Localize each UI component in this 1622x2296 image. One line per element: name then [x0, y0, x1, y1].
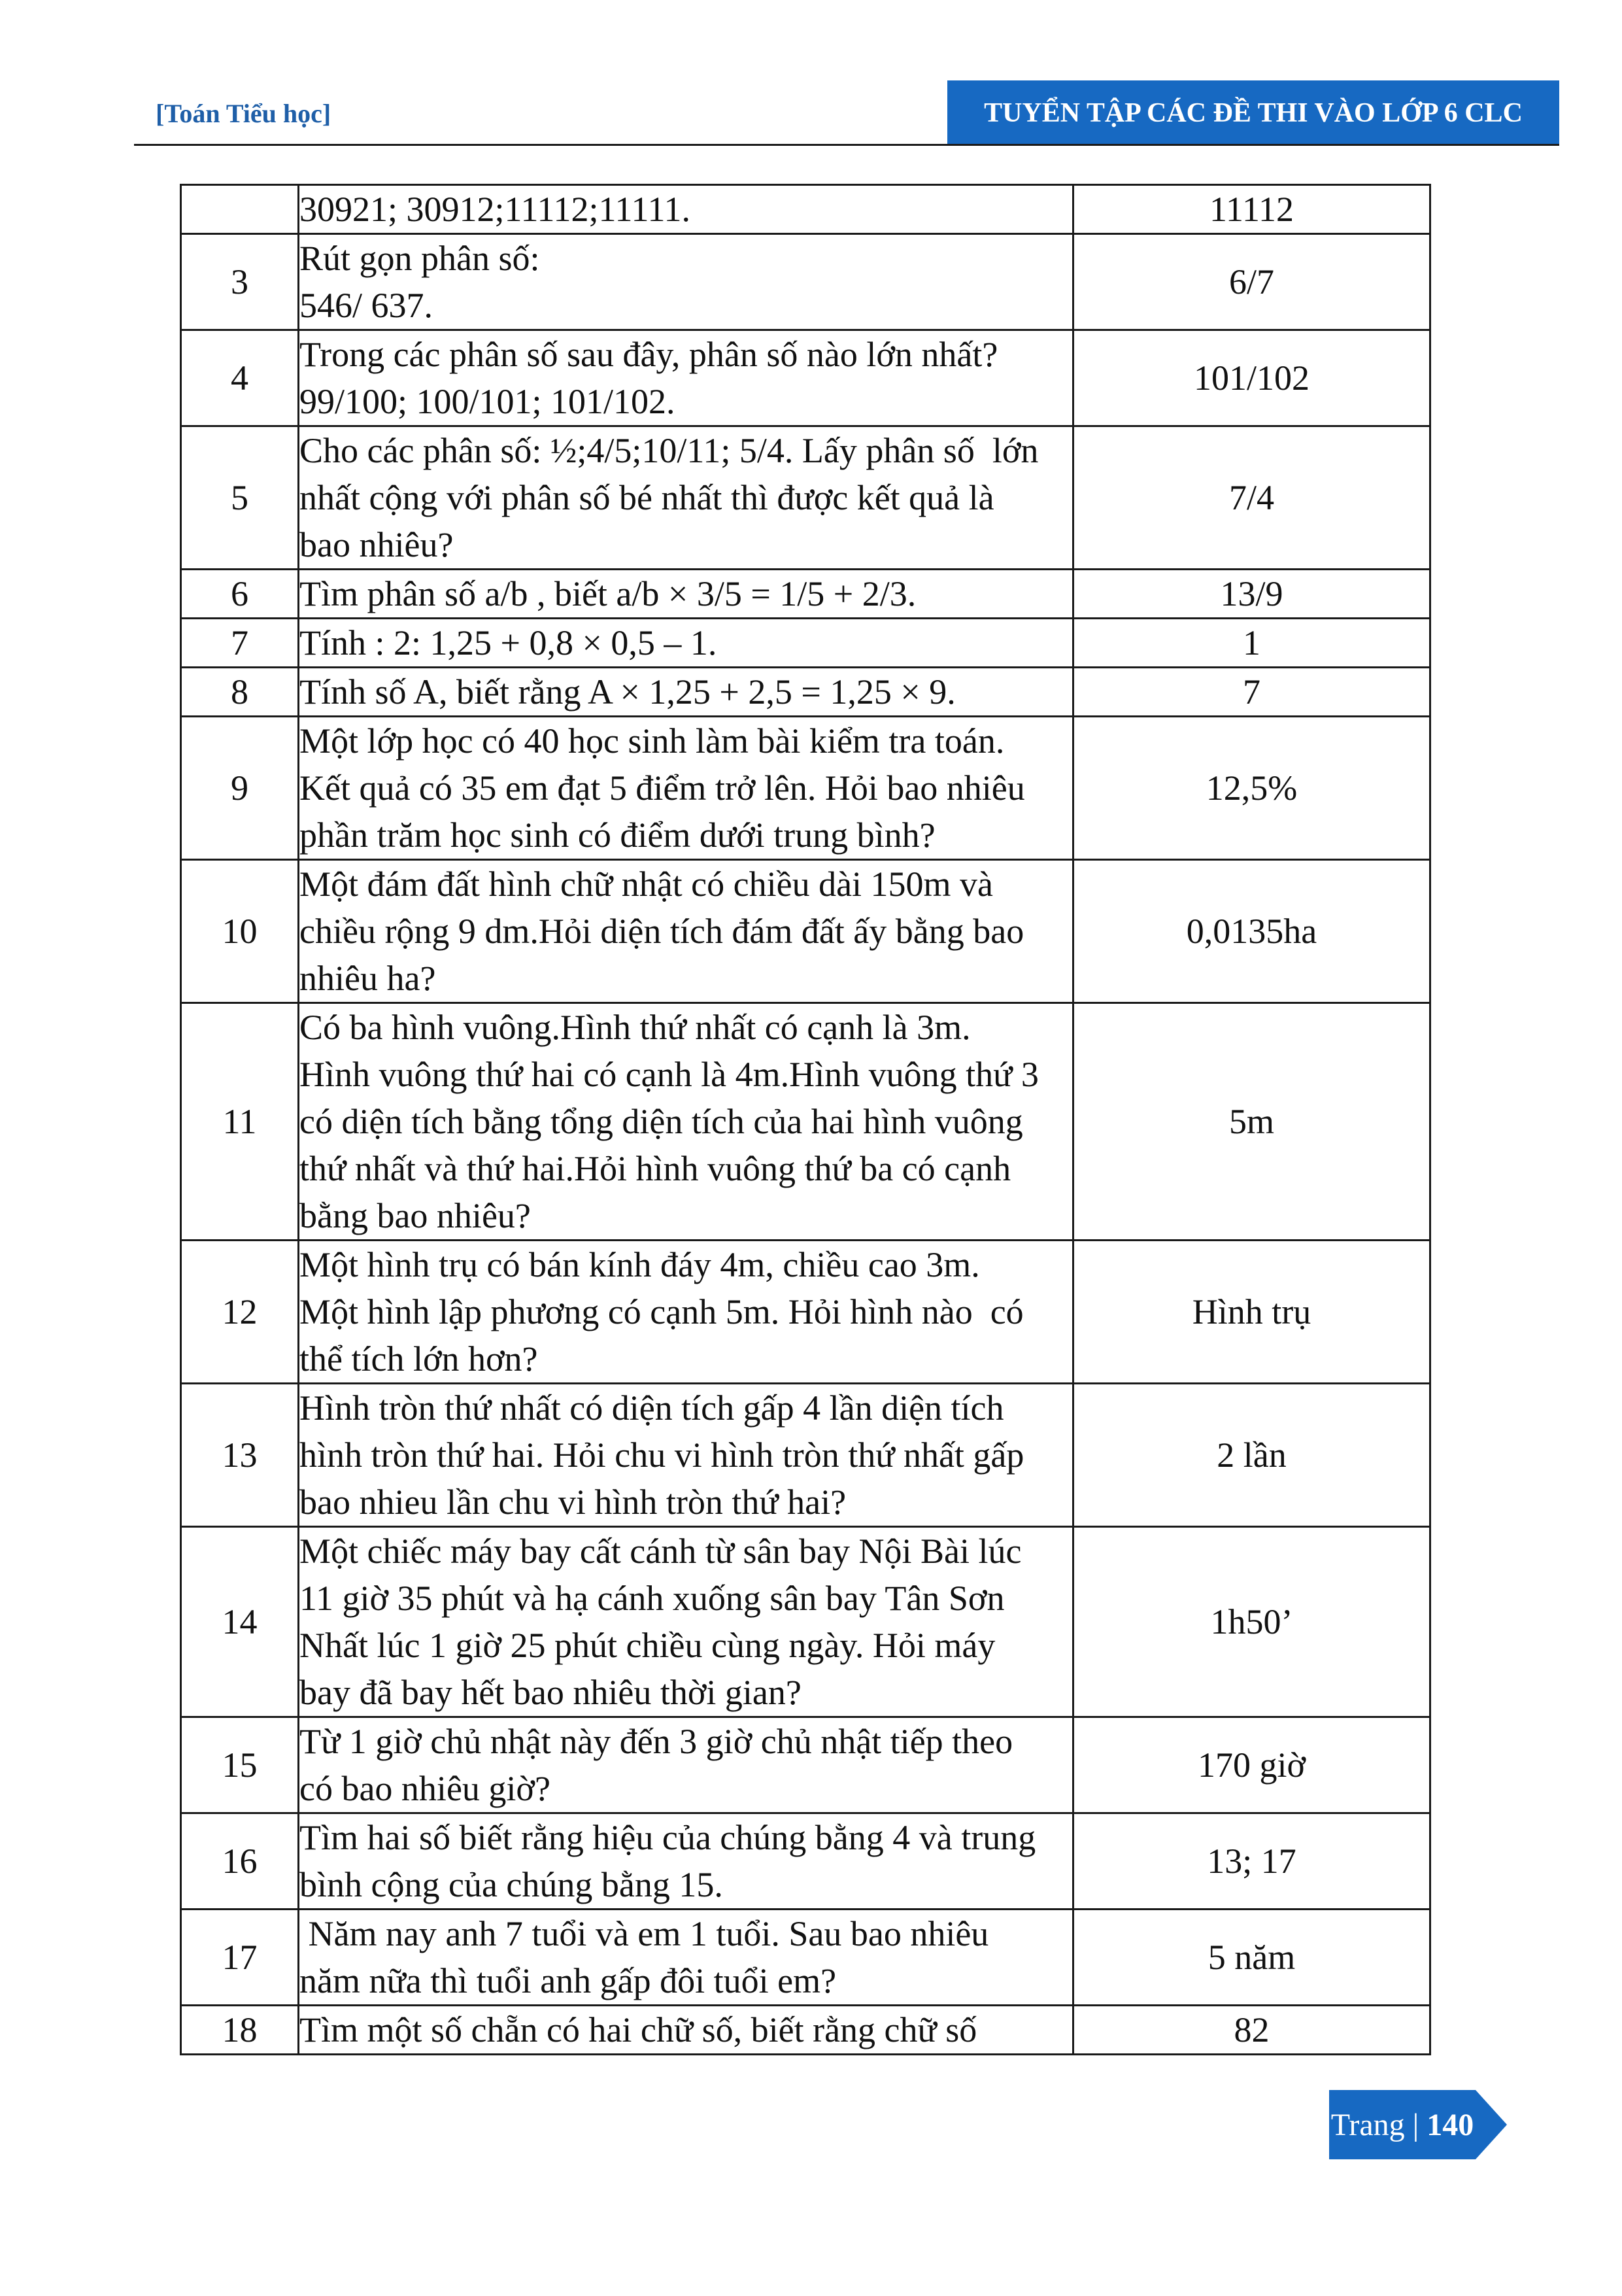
- question-line: Nhất lúc 1 giờ 25 phút chiều cùng ngày. Hỏi máy: [299, 1626, 996, 1665]
- table-row: [181, 1384, 1430, 1527]
- question-line: có diện tích bằng tổng diện tích của hai hình vuông: [299, 1102, 1023, 1141]
- table-row: [181, 1813, 1430, 1910]
- answer-value: 170 giờ: [1073, 1717, 1430, 1813]
- question-text: [299, 1241, 1073, 1384]
- question-line: năm nữa thì tuổi anh gấp đôi tuổi em?: [299, 1961, 837, 2000]
- question-line: 99/100; 100/101; 101/102.: [299, 382, 675, 421]
- answer-value: 7/4: [1073, 426, 1430, 570]
- answer-value: 13/9: [1073, 570, 1430, 619]
- question-line: Hình vuông thứ hai có cạnh là 4m.Hình vuông thứ 3: [299, 1055, 1039, 1094]
- question-text: [299, 426, 1073, 570]
- question-line: Tính số A, biết rằng A × 1,25 + 2,5 = 1,25 × 9.: [299, 672, 956, 711]
- question-text: [299, 1813, 1073, 1910]
- question-text: [299, 1003, 1073, 1241]
- table-row: [181, 717, 1430, 860]
- question-line: Tìm phân số a/b , biết a/b × 3/5 = 1/5 + 2/3.: [299, 574, 917, 613]
- question-line: 30921; 30912;11112;11111.: [299, 190, 690, 229]
- answer-value: 1: [1073, 619, 1430, 668]
- question-number: 12: [181, 1241, 299, 1384]
- question-line: Một hình lập phương có cạnh 5m. Hỏi hình nào có: [299, 1292, 1024, 1331]
- question-number: [181, 185, 299, 234]
- question-text: [299, 1384, 1073, 1527]
- question-line: Trong các phân số sau đây, phân số nào lớn nhất?: [299, 335, 998, 374]
- page-separator: |: [1404, 2107, 1427, 2142]
- question-text: [299, 234, 1073, 330]
- table-row: [181, 2006, 1430, 2055]
- question-number: 11: [181, 1003, 299, 1241]
- question-line: Từ 1 giờ chủ nhật này đến 3 giờ chủ nhật tiếp theo: [299, 1722, 1013, 1761]
- question-number: 5: [181, 426, 299, 570]
- question-text: [299, 860, 1073, 1003]
- header-title-banner: TUYỂN TẬP CÁC ĐỀ THI VÀO LỚP 6 CLC: [947, 80, 1559, 146]
- question-line: thể tích lớn hơn?: [299, 1339, 538, 1379]
- question-line: Hình tròn thứ nhất có diện tích gấp 4 lần diện tích: [299, 1388, 1004, 1428]
- question-line: Tính : 2: 1,25 + 0,8 × 0,5 – 1.: [299, 623, 717, 662]
- question-text: [299, 619, 1073, 668]
- question-number: 16: [181, 1813, 299, 1910]
- table-row: [181, 234, 1430, 330]
- question-number: 18: [181, 2006, 299, 2055]
- answer-value: 7: [1073, 668, 1430, 717]
- answer-value: 5m: [1073, 1003, 1430, 1241]
- answer-value: 12,5%: [1073, 717, 1430, 860]
- answer-value: 2 lần: [1073, 1384, 1430, 1527]
- question-line: bình cộng của chúng bằng 15.: [299, 1865, 723, 1904]
- table-row: [181, 426, 1430, 570]
- table-row: [181, 570, 1430, 619]
- question-text: [299, 2006, 1073, 2055]
- question-number: 10: [181, 860, 299, 1003]
- question-line: Một hình trụ có bán kính đáy 4m, chiều cao 3m.: [299, 1245, 980, 1284]
- table-row: [181, 1910, 1430, 2006]
- answer-table: [180, 184, 1431, 2055]
- question-line: Rút gọn phân số:: [299, 239, 540, 278]
- question-number: 17: [181, 1910, 299, 2006]
- question-text: [299, 1527, 1073, 1717]
- page-footer: [1329, 2090, 1507, 2159]
- question-number: 6: [181, 570, 299, 619]
- question-line: bằng bao nhiêu?: [299, 1196, 531, 1235]
- question-line: 11 giờ 35 phút và hạ cánh xuống sân bay Tân Sơn: [299, 1579, 1005, 1618]
- table-row: [181, 860, 1430, 1003]
- question-line: phần trăm học sinh có điểm dưới trung bình?: [299, 815, 936, 855]
- question-text: [299, 570, 1073, 619]
- question-line: chiều rộng 9 dm.Hỏi diện tích đám đất ấy bằng bao: [299, 912, 1024, 951]
- answer-value: 6/7: [1073, 234, 1430, 330]
- page-arrow-shape: [1476, 2090, 1507, 2159]
- question-text: [299, 185, 1073, 234]
- answer-value: Hình trụ: [1073, 1241, 1430, 1384]
- question-text: [299, 330, 1073, 426]
- answer-value: 0,0135ha: [1073, 860, 1430, 1003]
- question-line: có bao nhiêu giờ?: [299, 1769, 550, 1808]
- question-line: nhiêu ha?: [299, 959, 436, 998]
- question-line: Một đám đất hình chữ nhật có chiều dài 150m và: [299, 865, 994, 904]
- question-number: 13: [181, 1384, 299, 1527]
- question-line: Một chiếc máy bay cất cánh từ sân bay Nội Bài lúc: [299, 1532, 1022, 1571]
- table-row: [181, 1241, 1430, 1384]
- answer-value: 82: [1073, 2006, 1430, 2055]
- question-line: bao nhieu lần chu vi hình tròn thứ hai?: [299, 1482, 847, 1522]
- table-row: [181, 1527, 1430, 1717]
- table-row: [181, 1717, 1430, 1813]
- question-text: [299, 1910, 1073, 2006]
- question-text: [299, 668, 1073, 717]
- question-number: 9: [181, 717, 299, 860]
- question-text: [299, 717, 1073, 860]
- table-row: [181, 1003, 1430, 1241]
- page-label: Trang: [1330, 2107, 1405, 2142]
- answer-value: 5 năm: [1073, 1910, 1430, 2006]
- question-number: 8: [181, 668, 299, 717]
- header-subject: [Toán Tiểu học]: [156, 99, 331, 128]
- answer-value: 13; 17: [1073, 1813, 1430, 1910]
- question-line: nhất cộng với phân số bé nhất thì được kết quả là: [299, 478, 994, 517]
- question-line: Tìm hai số biết rằng hiệu của chúng bằng 4 và trung: [299, 1818, 1036, 1857]
- question-number: 15: [181, 1717, 299, 1813]
- page-number: 140: [1427, 2107, 1474, 2142]
- question-number: 14: [181, 1527, 299, 1717]
- page-number-badge: [1329, 2090, 1476, 2159]
- answer-value: 101/102: [1073, 330, 1430, 426]
- question-line: thứ nhất và thứ hai.Hỏi hình vuông thứ ba có cạnh: [299, 1149, 1011, 1188]
- question-number: 7: [181, 619, 299, 668]
- question-line: Có ba hình vuông.Hình thứ nhất có cạnh là 3m.: [299, 1008, 971, 1047]
- question-line: bay đã bay hết bao nhiêu thời gian?: [299, 1673, 802, 1712]
- question-line: 546/ 637.: [299, 286, 433, 325]
- question-line: Năm nay anh 7 tuổi và em 1 tuổi. Sau bao nhiêu: [299, 1914, 989, 1953]
- table-row: [181, 185, 1430, 234]
- question-line: Tìm một số chẵn có hai chữ số, biết rằng chữ số: [299, 2010, 977, 2049]
- question-number: 4: [181, 330, 299, 426]
- question-line: Cho các phân số: ½;4/5;10/11; 5/4. Lấy phân số lớn: [299, 431, 1039, 470]
- table-row: [181, 668, 1430, 717]
- question-number: 3: [181, 234, 299, 330]
- question-line: Kết quả có 35 em đạt 5 điểm trở lên. Hỏi bao nhiêu: [299, 768, 1025, 808]
- table-row: [181, 330, 1430, 426]
- question-line: hình tròn thứ hai. Hỏi chu vi hình tròn thứ nhất gấp: [299, 1435, 1024, 1475]
- question-line: bao nhiêu?: [299, 525, 454, 564]
- question-line: Một lớp học có 40 học sinh làm bài kiểm tra toán.: [299, 721, 1005, 761]
- question-text: [299, 1717, 1073, 1813]
- answer-value: 11112: [1073, 185, 1430, 234]
- table-row: [181, 619, 1430, 668]
- header-divider: [134, 144, 1559, 146]
- answer-value: 1h50’: [1073, 1527, 1430, 1717]
